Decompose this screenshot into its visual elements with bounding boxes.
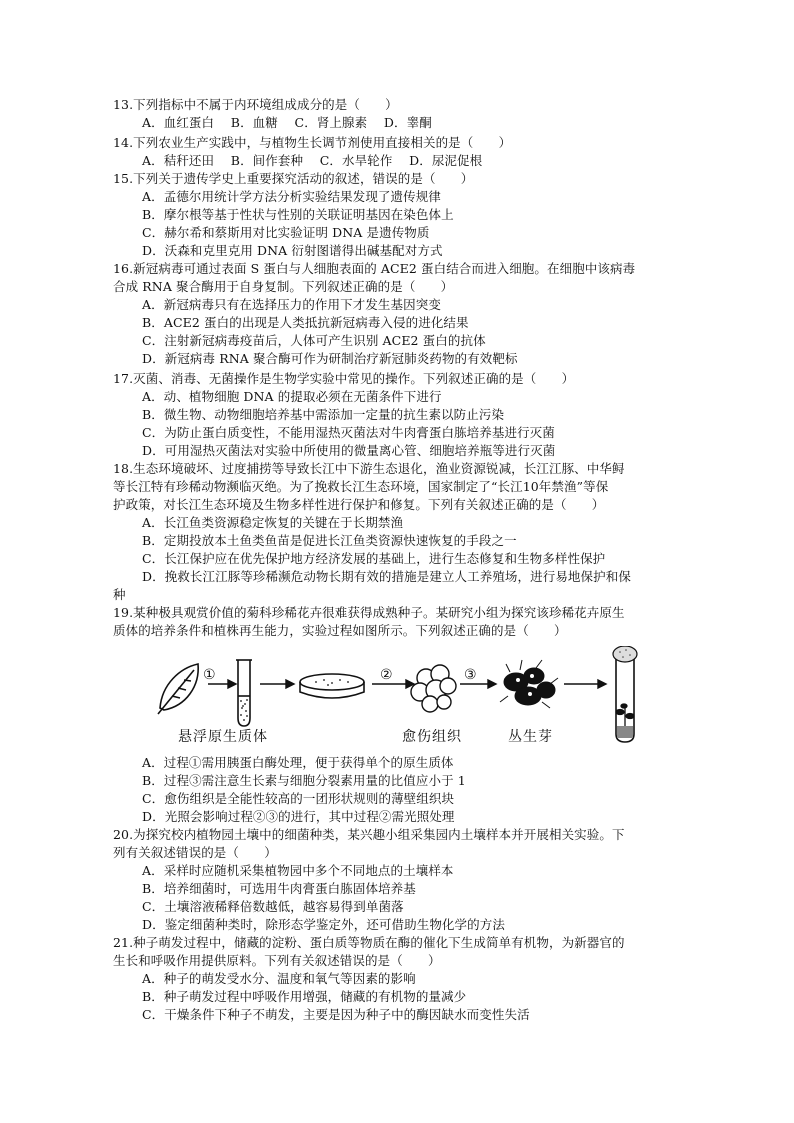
question-20-option-b: B．培养细菌时，可选用牛肉膏蛋白胨固体培养基 <box>142 881 416 896</box>
question-19-option-a: A．过程①需用胰蛋白酶处理，便于获得单个的原生质体 <box>142 755 454 770</box>
question-20-stem-1: 20.为探究校内植物园土壤中的细菌种类，某兴趣小组采集园内土壤样本并开展相关实验。下 <box>113 827 625 842</box>
question-18-option-b: B．定期投放本土鱼类鱼苗是促进长江鱼类资源快速恢复的手段之一 <box>142 533 517 548</box>
question-15-option-b: B．摩尔根等基于性状与性别的关联证明基因在染色体上 <box>142 207 454 222</box>
question-18-stem-2: 等长江特有珍稀动物濒临灭绝。为了挽救长江生态环境，国家制定了“长江10年禁渔”等保 <box>113 479 609 494</box>
caption-suspension-protoplast: 悬浮原生质体 <box>178 729 268 745</box>
arrow-to-tube <box>564 680 606 688</box>
arrow-to-dish <box>260 680 294 688</box>
question-21-option-c: C．干燥条件下种子不萌发，主要是因为种子中的酶因缺水而变性失活 <box>142 1007 530 1022</box>
question-19-stem-1: 19.某种极具观赏价值的菊科珍稀花卉很难获得成熟种子。某研究小组为探究该珍稀花卉原生 <box>113 605 625 620</box>
question-19-option-c: C．愈伤组织是全能性较高的一团形状规则的薄壁组织块 <box>142 791 455 806</box>
question-20-option-a: A．采样时应随机采集植物园中多个不同地点的土壤样本 <box>142 863 454 878</box>
leaf-icon <box>158 664 198 714</box>
caption-shoot-cluster: 丛生芽 <box>508 729 553 745</box>
question-18-option-d-tail: 种 <box>113 587 126 602</box>
medium-shade <box>617 726 633 738</box>
caption-callus: 愈伤组织 <box>402 729 462 745</box>
callus-icon <box>411 665 456 712</box>
dish-dots <box>315 679 349 686</box>
question-16-stem-2: 合成 RNA 聚合酶用于自身复制。下列叙述正确的是（ ） <box>113 279 454 294</box>
question-19-option-b: B．过程③需注意生长素与细胞分裂素用量的比值应小于 1 <box>142 773 466 788</box>
step-label-3: ③ <box>464 667 477 683</box>
question-15-stem: 15.下列关于遗传学史上重要探究活动的叙述，错误的是（ ） <box>113 171 474 186</box>
tissue-culture-figure <box>150 646 660 752</box>
question-16-option-d: D．新冠病毒 RNA 聚合酶可作为研制治疗新冠肺炎药物的有效靶标 <box>142 351 518 366</box>
question-18-stem-1: 18.生态环境破坏、过度捕捞等导致长江中下游生态退化，渔业资源锐减，长江江豚、中华鲟 <box>113 461 625 476</box>
question-19-stem-2: 质体的培养条件和植株再生能力，实验过程如图所示。下列叙述正确的是（ ） <box>113 623 567 638</box>
question-15-option-d: D．沃森和克里克用 DNA 衍射图谱得出碱基配对方式 <box>142 243 443 258</box>
step-label-2: ② <box>380 667 393 683</box>
question-15-option-c: C．赫尔希和蔡斯用对比实验证明 DNA 是遗传物质 <box>142 225 430 240</box>
petri-dish-icon <box>300 674 364 698</box>
question-16-option-b: B．ACE2 蛋白的出现是人类抵抗新冠病毒入侵的进化结果 <box>142 315 469 330</box>
question-20-option-c: C．土壤溶液稀释倍数越低，越容易得到单菌落 <box>142 899 404 914</box>
question-18-option-d: D．挽救长江江豚等珍稀濒危动物长期有效的措施是建立人工养殖场，进行易地保护和保 <box>142 569 631 584</box>
question-15-option-a: A．孟德尔用统计学方法分析实验结果发现了遗传规律 <box>142 189 441 204</box>
question-13-options: A．血红蛋白 B．血糖 C．肾上腺素 D．睾酮 <box>142 115 432 130</box>
question-16-stem-1: 16.新冠病毒可通过表面 S 蛋白与人细胞表面的 ACE2 蛋白结合而进入细胞。在细胞中该病毒 <box>113 261 636 276</box>
question-17-option-d: D．可用湿热灭菌法对实验中所使用的微量离心管、细胞培养瓶等进行灭菌 <box>142 443 556 458</box>
question-14-stem: 14.下列农业生产实践中，与植物生长调节剂使用直接相关的是（ ） <box>113 135 512 150</box>
question-20-stem-2: 列有关叙述错误的是（ ） <box>113 845 277 860</box>
step-label-1: ① <box>203 667 216 683</box>
question-16-option-c: C．注射新冠病毒疫苗后，人体可产生识别 ACE2 蛋白的抗体 <box>142 333 486 348</box>
question-20-option-d: D．鉴定细菌种类时，除形态学鉴定外，还可借助生物化学的方法 <box>142 917 505 932</box>
question-18-option-c: C．长江保护应在优先保护地方经济发展的基础上，进行生态修复和生物多样性保护 <box>142 551 606 566</box>
question-14-options: A．秸秆还田 B．间作套种 C．水旱轮作 D．尿泥促根 <box>142 153 483 168</box>
cotton-plug-icon <box>613 646 637 662</box>
arrow-step-2 <box>372 680 414 688</box>
question-21-option-a: A．种子的萌发受水分、温度和氧气等因素的影响 <box>142 971 416 986</box>
question-17-option-b: B．微生物、动物细胞培养基中需添加一定量的抗生素以防止污染 <box>142 407 505 422</box>
question-17-option-c: C．为防止蛋白质变性，不能用湿热灭菌法对牛肉膏蛋白胨培养基进行灭菌 <box>142 425 555 440</box>
question-17-option-a: A．动、植物细胞 DNA 的提取必须在无菌条件下进行 <box>142 389 442 404</box>
question-21-option-b: B．种子萌发过程中呼吸作用增强，储藏的有机物的量减少 <box>142 989 467 1004</box>
suspension-dots <box>240 699 248 721</box>
test-tube-icon <box>236 660 252 726</box>
question-19-option-d: D．光照会影响过程②③的进行，其中过程②需光照处理 <box>142 809 455 824</box>
question-16-option-a: A．新冠病毒只有在选择压力的作用下才发生基因突变 <box>142 297 441 312</box>
question-17-stem: 17.灭菌、消毒、无菌操作是生物学实验中常见的操作。下列叙述正确的是（ ） <box>113 371 575 386</box>
question-21-stem-1: 21.种子萌发过程中，储藏的淀粉、蛋白质等物质在酶的催化下生成简单有机物，为新器官的 <box>113 935 625 950</box>
question-13-stem: 13.下列指标中不属于内环境组成成分的是（ ） <box>113 97 398 112</box>
shoot-cluster-icon <box>500 660 558 708</box>
question-18-stem-3: 护政策，对长江生态环境及生物多样性进行保护和修复。下列有关叙述正确的是（ ） <box>113 497 605 512</box>
question-18-option-a: A．长江鱼类资源稳定恢复的关键在于长期禁渔 <box>142 515 404 530</box>
question-21-stem-2: 生长和呼吸作用提供原料。下列有关叙述错误的是（ ） <box>113 953 441 968</box>
